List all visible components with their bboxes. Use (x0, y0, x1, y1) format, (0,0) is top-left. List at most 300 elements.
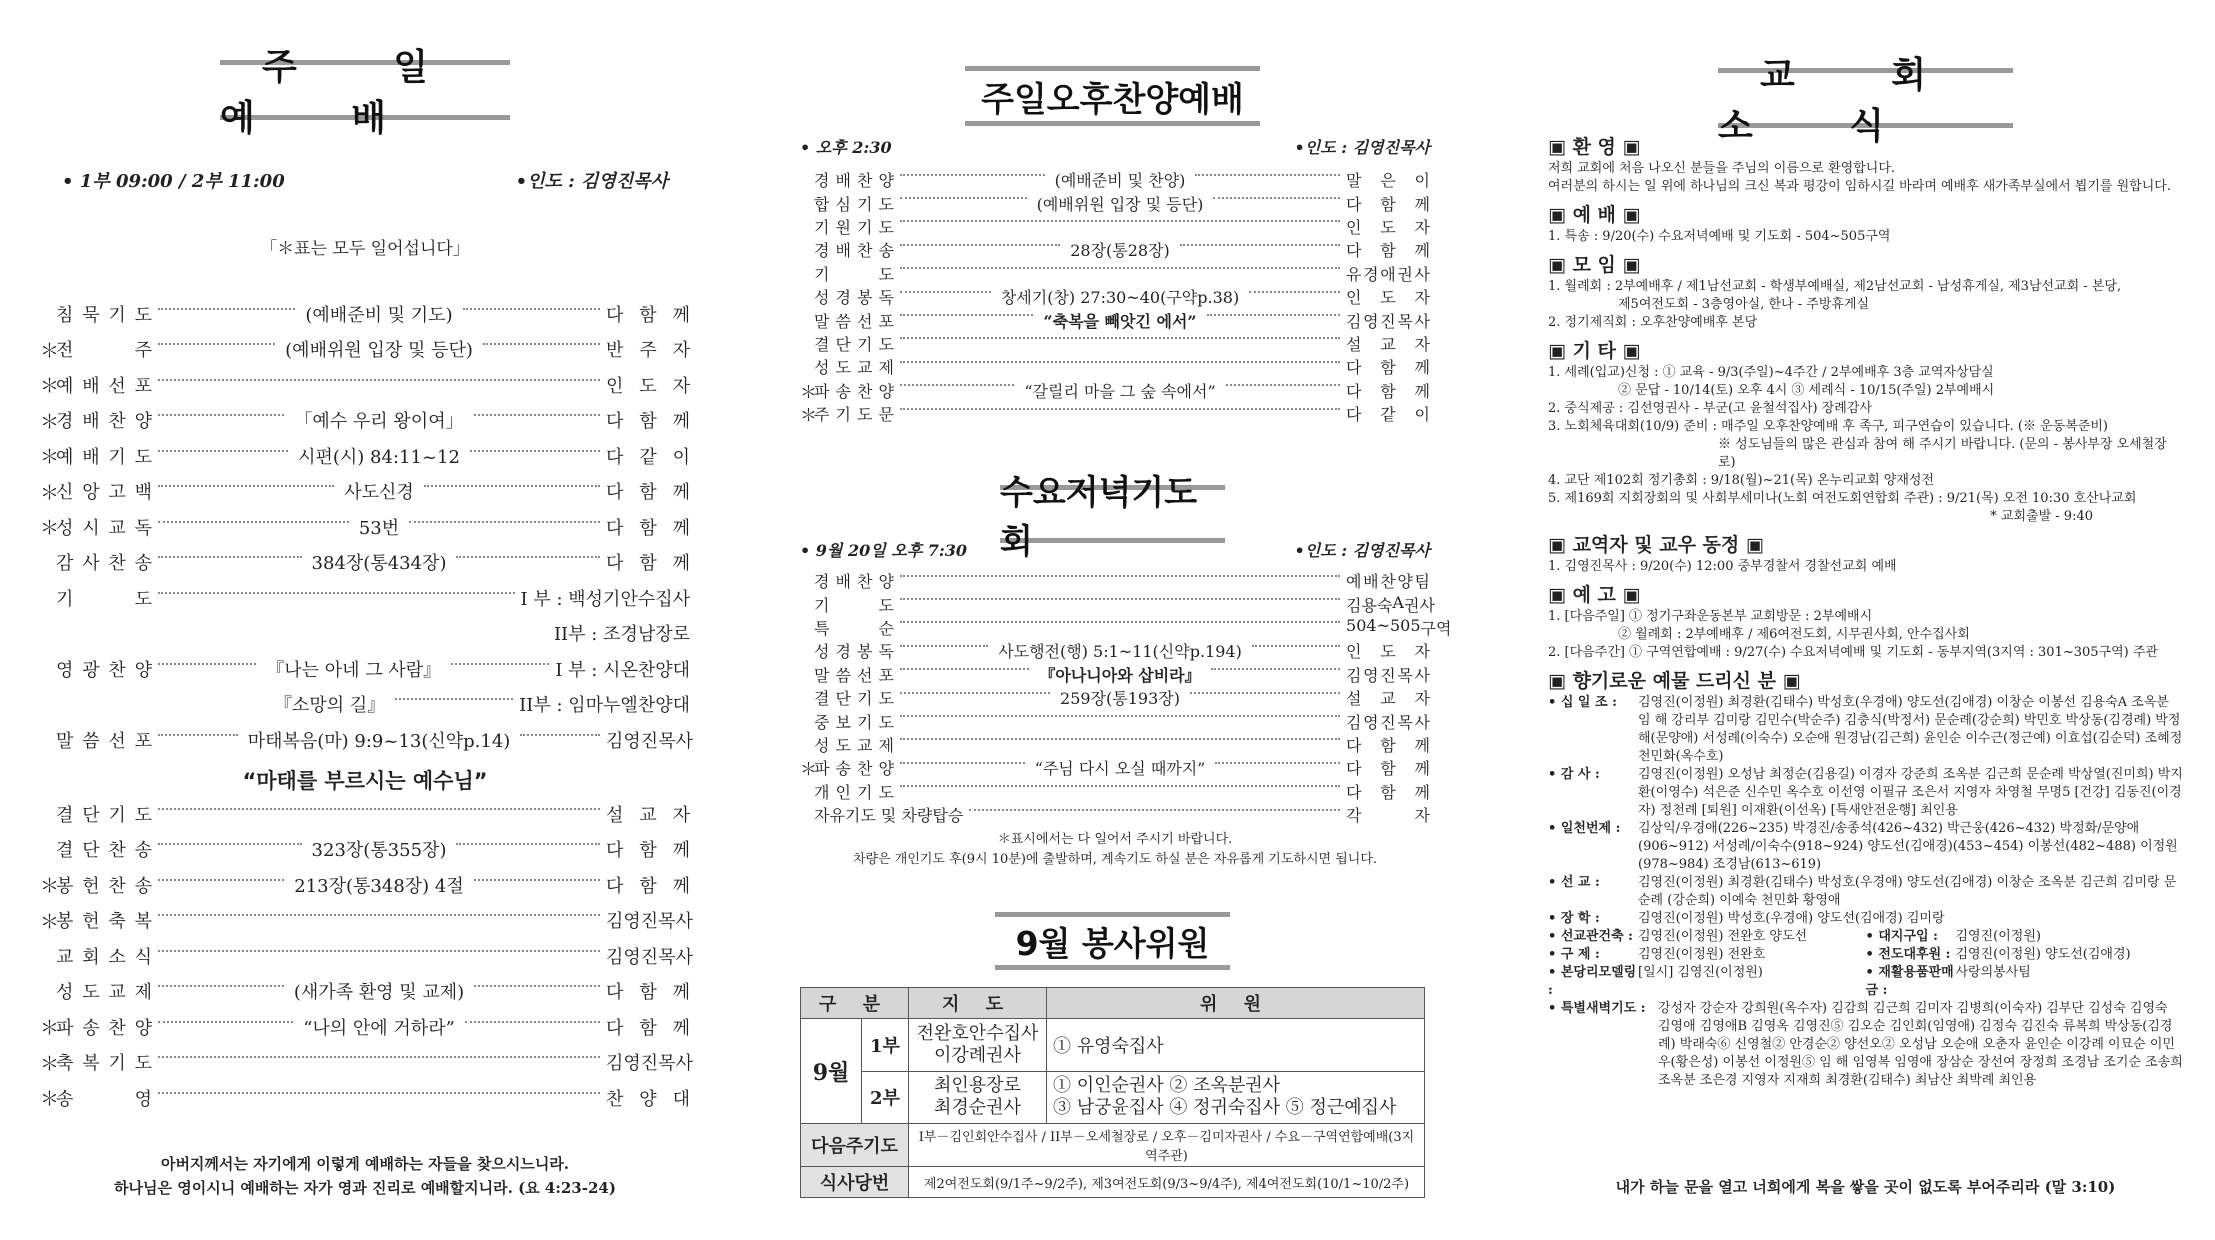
order-label (814, 663, 894, 686)
char: 자 (1414, 689, 1430, 709)
part2-members-2: ③ 남궁윤집사 ④ 정귀숙집사 ⑤ 정근예집사 (1053, 1097, 1397, 1119)
char: 성 (814, 642, 830, 662)
order-label (814, 215, 894, 238)
leader-dots (474, 414, 600, 416)
char: 예 (1346, 572, 1362, 592)
table-header-row (801, 988, 1425, 1019)
char: 양 (639, 1088, 657, 1110)
leader-dots (158, 592, 515, 594)
char: 자 (1414, 334, 1430, 354)
etc-item-1: 1. 세례(입교)신청 : ① 교육 - 9/3(주일)~4주간 / 2부예배후 3층 교역자상담실 (1548, 365, 1994, 380)
header-category: 구 분 (801, 988, 909, 1019)
offering-heading: ▣ 향기로운 예물 드리신 분 ▣ (1548, 670, 1801, 692)
order-content: 259장(통193장) (1060, 689, 1180, 709)
char: 침 (56, 304, 74, 326)
char: 자 (1414, 642, 1431, 662)
order-row (40, 832, 690, 868)
leader-dots (158, 1092, 600, 1094)
order-person (1346, 332, 1430, 355)
char: 교 (108, 517, 126, 539)
order-content: 마태복음(마) 9:9~13(신약p.14) (247, 730, 511, 752)
char: 특 (814, 618, 830, 638)
order-row (800, 308, 1430, 331)
char: 경 (835, 642, 851, 662)
order-row (800, 756, 1430, 779)
leader-dots (158, 734, 238, 736)
order-label (56, 1014, 152, 1040)
order-content: (예배위원 입장 및 등단) (285, 340, 473, 362)
char: 기 (814, 217, 830, 237)
char: 인 (606, 375, 624, 397)
leader-dots (158, 343, 275, 345)
offering-list (1548, 694, 2183, 928)
order-person (1346, 569, 1430, 592)
order-label (56, 549, 152, 575)
leader-dots (900, 575, 1340, 577)
leader-dots (463, 308, 600, 310)
char: 말 (814, 311, 830, 331)
verse-line-1: 아버지께서는 자기에게 이렇게 예배하는 자들을 찾으시느니라. (160, 1155, 570, 1173)
char: 도 (878, 689, 894, 709)
char: 반 (606, 340, 624, 362)
order-row (40, 1009, 690, 1045)
leader-dots (456, 843, 600, 845)
leader-dots (470, 450, 600, 452)
stand-marker: ＊ (800, 760, 817, 781)
order-of-worship (40, 296, 693, 758)
order-row (40, 616, 690, 652)
etc-item-3b: ※ 성도님들의 많은 관심과 참여 해 주시기 바랍니다. (문의 - 봉사부장 오세철장로) (1718, 437, 2167, 470)
leader-dots (900, 598, 1340, 600)
order-label (56, 301, 152, 327)
leader-dots (158, 521, 349, 523)
month-label: 9월 (801, 1019, 862, 1123)
order-row (40, 867, 690, 903)
part2-label: 2부 (870, 1088, 900, 1110)
char: 사 (1414, 264, 1430, 284)
order-of-worship-2 (40, 796, 693, 1116)
leader-dots (900, 244, 1060, 246)
order-label (814, 593, 894, 616)
char: 다 (1346, 241, 1362, 261)
char: 목 (658, 730, 676, 752)
order-label (814, 569, 894, 592)
char: 교 (1380, 689, 1396, 709)
char: 교 (857, 358, 873, 378)
afternoon-leader: •인도 : 김영진목사 (1294, 138, 1430, 157)
char: 설 (1346, 334, 1362, 354)
order-person (606, 514, 690, 540)
wednesday-notes (800, 830, 1430, 870)
char: 양 (134, 659, 152, 681)
char: 도 (134, 588, 152, 610)
char: 배 (835, 171, 851, 191)
order-row (40, 722, 693, 758)
order-content: 시편(시) 84:11~12 (298, 446, 460, 468)
char: 전 (56, 340, 74, 362)
char: 4 (1366, 615, 1377, 635)
char: 도 (878, 712, 894, 732)
staff-heading: ▣ 교역자 및 교우 동정 ▣ (1548, 534, 1764, 556)
char: 김 (1346, 712, 1362, 732)
afternoon-worship-title: 주일오후찬양예배 (965, 66, 1260, 126)
char: 양 (878, 381, 894, 401)
char: 김 (606, 730, 624, 752)
char: 축 (56, 1053, 74, 1075)
order-label (814, 262, 894, 285)
order-content: 53번 (358, 517, 400, 539)
char: 5 (1389, 615, 1401, 635)
order-row (40, 403, 690, 439)
order-row (40, 545, 690, 581)
part1-leaders (909, 1019, 1047, 1072)
char: 제 (878, 735, 894, 755)
stand-marker: ＊ (40, 910, 60, 933)
char: A (1392, 592, 1404, 612)
meeting-item-1b: 제5여전도회 - 3층영아실, 한나 - 주방휴게실 (1618, 297, 1870, 312)
char: 찬 (1380, 572, 1396, 592)
order-label: 자유기도 및 차량탑승 (814, 806, 964, 826)
etc-item-5: 5. 제169회 지회장회의 및 사회부세미나(노회 여전도회연합회 주관) : 9/21(목) 오전 10:30 호산나교회 (1548, 491, 2137, 506)
stand-marker: ＊ (800, 406, 817, 427)
offering-key: • 장 학 : (1548, 911, 1600, 926)
char: 도 (878, 595, 894, 615)
char: 께 (1414, 194, 1431, 214)
char: 찬 (108, 840, 126, 862)
char: 도 (878, 334, 894, 354)
char: 중 (814, 712, 830, 732)
char: 소 (108, 946, 126, 968)
leader-dots (1249, 291, 1340, 293)
char: 자 (1414, 806, 1430, 826)
order-person (1346, 309, 1430, 332)
char: 함 (1380, 735, 1396, 755)
char: 영 (56, 659, 74, 681)
order-row (800, 733, 1430, 756)
order-person (606, 872, 690, 898)
order-row (40, 796, 690, 832)
char: 독 (134, 517, 152, 539)
char: 영 (623, 1053, 641, 1075)
char: 자 (672, 804, 690, 826)
news-body (1548, 128, 2183, 1090)
char: 송 (134, 553, 152, 575)
order-row (800, 332, 1430, 355)
order-person (1346, 639, 1430, 662)
order-person (606, 1049, 693, 1075)
char: 다 (1346, 759, 1362, 779)
preview-item-1b: ② 월례회 : 2부예배후 / 제6여전도회, 시무권사회, 안수집사회 (1618, 627, 1970, 642)
offering-pair-row (1548, 928, 2183, 946)
char: 자 (1414, 217, 1430, 237)
char: 영 (134, 1088, 152, 1110)
order-label (56, 443, 152, 469)
order-row (800, 355, 1430, 378)
leader-dots (900, 291, 991, 293)
order-person (606, 372, 690, 398)
church-news-title: 교 회 소 식 (1718, 68, 2013, 128)
order-content: 『나는 아네 그 사람』 (266, 659, 442, 681)
char: 찬 (108, 411, 126, 433)
char: 찬 (857, 759, 873, 779)
order-person (606, 727, 693, 753)
welcome-line-2: 여러분의 하시는 일 위에 하나님의 크신 복과 평강이 임하시길 바라며 예배후 새가족부실에서 뵙기를 원합니다. (1548, 179, 2171, 194)
order-label (56, 407, 152, 433)
sermon-title: “마태를 부르시는 예수님” (242, 769, 488, 793)
offering-key: • 감 사 : (1548, 767, 1600, 782)
stand-marker: ＊ (40, 481, 60, 504)
leader-dots (1211, 668, 1340, 670)
char: 찬 (857, 572, 873, 592)
char: 독 (878, 642, 894, 662)
stand-marker: ＊ (40, 1052, 60, 1075)
meeting-item-2: 2. 정기제직회 : 오후찬양예배후 본당 (1548, 315, 1758, 330)
offering-key: • 십 일 조 : (1548, 695, 1617, 710)
char: 단 (82, 840, 100, 862)
char: 애 (1380, 264, 1396, 284)
char: 자 (672, 340, 690, 362)
char: 께 (1414, 358, 1430, 378)
leader-dots (424, 485, 600, 487)
leader-dots (1213, 197, 1340, 199)
leader-dots (900, 314, 1033, 316)
char: 다 (606, 482, 624, 504)
leader-dots (158, 1056, 600, 1058)
char: 도 (1380, 217, 1396, 237)
order-person (1346, 686, 1430, 709)
order-row (40, 687, 690, 723)
leader-dots (900, 762, 1025, 764)
order-content: (새가족 환영 및 교제) (293, 982, 465, 1004)
leader-dots (158, 1021, 293, 1023)
stand-marker: ＊ (40, 1017, 60, 1040)
leader-dots (900, 621, 1340, 623)
char: 송 (878, 241, 894, 261)
order-content: (예배준비 및 기도) (305, 304, 453, 326)
char: 감 (56, 553, 74, 575)
char: 다 (606, 304, 624, 326)
order-person: II부 : 조경남장로 (553, 624, 690, 646)
welcome-line-1: 저희 교회에 처음 나오신 분들을 주님의 이름으로 환영합니다. (1548, 161, 1896, 176)
char: 찬 (108, 1017, 126, 1039)
char: 진 (1380, 311, 1396, 331)
offering-key: • 대지구입 : (1865, 929, 1938, 944)
part1-leader-2: 이강례권사 (934, 1044, 1021, 1066)
char: 영 (623, 911, 641, 933)
order-row (800, 168, 1430, 191)
char: 찬 (857, 381, 873, 401)
leader-dots (900, 785, 1340, 787)
char: 함 (639, 411, 657, 433)
order-label (56, 514, 152, 540)
offering-value: 김영진(이정원) 양도선(김애경) (1955, 947, 2131, 962)
leader-dots (409, 521, 600, 523)
char: 복 (134, 911, 152, 933)
order-row (40, 474, 690, 510)
char: 다 (606, 982, 624, 1004)
char: 영 (1363, 712, 1379, 732)
order-row (40, 367, 690, 403)
char: 백 (134, 482, 152, 504)
char: 권 (1403, 595, 1420, 615)
order-label (814, 168, 894, 191)
offering-key: • 본당리모델링 : (1548, 965, 1637, 998)
welcome-heading: ▣ 환 영 ▣ (1548, 136, 1641, 158)
char: 경 (1363, 264, 1379, 284)
char: 김 (606, 911, 624, 933)
offering-value: 김영진(이정원) 최경환(김태수) 박성호(우경애) 양도선(김애경) 이창순 이봉선 김용숙A 조옥분 임 해 강리부 김미랑 김민수(박순주) 김충식(박정서) 문순례(강순희) 박민호 박상동(김경례) 박정해(문양애) 서성례(이숙수) 오순애 원경남(김근희) 윤인순 이수근(정근예) 이효섭(김순덕) 조혜정 천민화(옥수호) (1638, 695, 2183, 764)
afternoon-meta (800, 135, 1430, 158)
stand-marker: ＊ (40, 339, 60, 362)
order-label (56, 1085, 152, 1111)
order-content: 28장(통28장) (1070, 241, 1170, 261)
char: 기 (857, 217, 873, 237)
order-label (814, 355, 894, 378)
char: 교 (56, 946, 74, 968)
char: 다 (1346, 782, 1362, 802)
order-row (800, 686, 1430, 709)
char: 도 (835, 358, 851, 378)
leader-dots (900, 692, 1050, 694)
order-person (1346, 733, 1430, 756)
leader-dots (900, 715, 1340, 717)
order-person (606, 978, 690, 1004)
offering-value: 김상익/우경애(226~235) 박경진/송종석(426~432) 박근웅(426~432) 박정화/문양애(906~912) 서성례/이숙수(918~924) 양도선(김애경)(453~454) 이봉선(482~488) 이정원(978~984) 조경남(613~619) (1638, 821, 2178, 872)
char: 축 (108, 911, 126, 933)
char: 영 (623, 730, 641, 752)
offering-value: 김영진(이정원) 최경환(김태수) 박성호(우경애) 양도선(김애경) 이창순 조옥분 김근희 김미랑 문순례 (강순희) 이예숙 천민화 황영애 (1638, 875, 2177, 908)
char: 기 (108, 804, 126, 826)
char: 찬 (108, 875, 126, 897)
char: ~ (1376, 615, 1390, 635)
char: 자 (1414, 288, 1431, 308)
order-label (56, 336, 152, 362)
order-content: 「예수 우리 왕이여」 (294, 411, 464, 433)
char: 주 (814, 405, 830, 425)
char: 인 (1346, 217, 1362, 237)
char: 도 (1380, 288, 1396, 308)
etc-item-2: 2. 중식제공 : 김선영권사 - 부군(고 윤철석집사) 장례감사 (1548, 401, 1872, 416)
afternoon-order (800, 168, 1430, 425)
order-label (56, 727, 152, 753)
month-cell (801, 1019, 909, 1124)
char: 포 (878, 665, 894, 685)
char: 사 (1414, 665, 1430, 685)
char: 인 (835, 782, 851, 802)
offering-item (1548, 964, 1866, 1000)
leader-dots (158, 914, 600, 916)
char: 찬 (108, 659, 126, 681)
order-person (606, 1085, 690, 1111)
leader-dots (395, 698, 513, 700)
offering-key: • 재활용품판매금 : (1865, 965, 1954, 998)
char: 다 (1346, 381, 1362, 401)
char: 교 (1380, 334, 1396, 354)
char: 결 (56, 804, 74, 826)
order-label (814, 402, 894, 425)
char: 함 (1380, 381, 1396, 401)
char: 식 (134, 946, 152, 968)
table-row (801, 1019, 1425, 1072)
char: 결 (56, 840, 74, 862)
order-row (800, 615, 1452, 639)
order-row (800, 215, 1430, 238)
char: 송 (835, 381, 851, 401)
order-label (56, 943, 152, 969)
char: 말 (814, 665, 830, 685)
char: 문 (878, 405, 894, 425)
order-label (56, 872, 152, 898)
char: 설 (1346, 689, 1362, 709)
char: 양 (1397, 572, 1413, 592)
offering-key: • 선교관건축 : (1548, 929, 1633, 944)
worship-meta (40, 167, 690, 193)
char: 함 (639, 517, 657, 539)
char: 김 (606, 946, 624, 968)
order-content: 323장(통355장) (311, 840, 447, 862)
char: 다 (606, 446, 624, 468)
char: 배 (835, 572, 851, 592)
char: 보 (835, 712, 851, 732)
char: 께 (672, 304, 690, 326)
char: 기 (108, 304, 126, 326)
table-row (801, 1167, 1425, 1198)
char: 구 (1420, 618, 1436, 638)
closing-verse (40, 1152, 690, 1200)
char: 께 (1414, 735, 1430, 755)
order-label (56, 1049, 152, 1075)
char: 기 (857, 334, 873, 354)
char: 기 (56, 588, 74, 610)
char: 주 (639, 340, 657, 362)
char: 시 (82, 517, 100, 539)
char: 기 (108, 1053, 126, 1075)
char: 사 (1419, 595, 1435, 615)
char: 봉 (56, 911, 74, 933)
offering-key: • 일천번제 : (1548, 821, 1621, 836)
order-row (40, 509, 690, 545)
char: 결 (814, 334, 830, 354)
char: 인 (1346, 288, 1362, 308)
stand-marker: ＊ (40, 446, 60, 469)
char: 다 (606, 875, 624, 897)
char: 께 (672, 840, 690, 862)
order-row (40, 1045, 693, 1081)
table-row (801, 1124, 1425, 1167)
leader-dots (465, 1021, 600, 1023)
order-row (40, 332, 690, 368)
order-row (40, 580, 690, 616)
char: 5 (1346, 615, 1357, 635)
etc-item-1b: ② 문답 - 10/14(토) 오후 4시 ③ 세례식 - 10/15(주일) 2부예배시 (1618, 383, 1995, 398)
leader-dots (474, 985, 600, 987)
leader-dots (158, 663, 256, 665)
char: 함 (1380, 358, 1396, 378)
order-row (800, 379, 1430, 402)
leader-dots (900, 738, 1340, 740)
char: 같 (639, 446, 657, 468)
stand-marker: ＊ (800, 382, 817, 403)
leader-dots (520, 734, 600, 736)
char: 송 (134, 875, 152, 897)
char: 대 (672, 1088, 690, 1110)
order-label (814, 332, 894, 355)
leader-dots (900, 361, 1340, 363)
char: 도 (134, 804, 152, 826)
char: 원 (835, 217, 851, 237)
order-row (40, 938, 693, 974)
char: 봉 (857, 642, 873, 662)
